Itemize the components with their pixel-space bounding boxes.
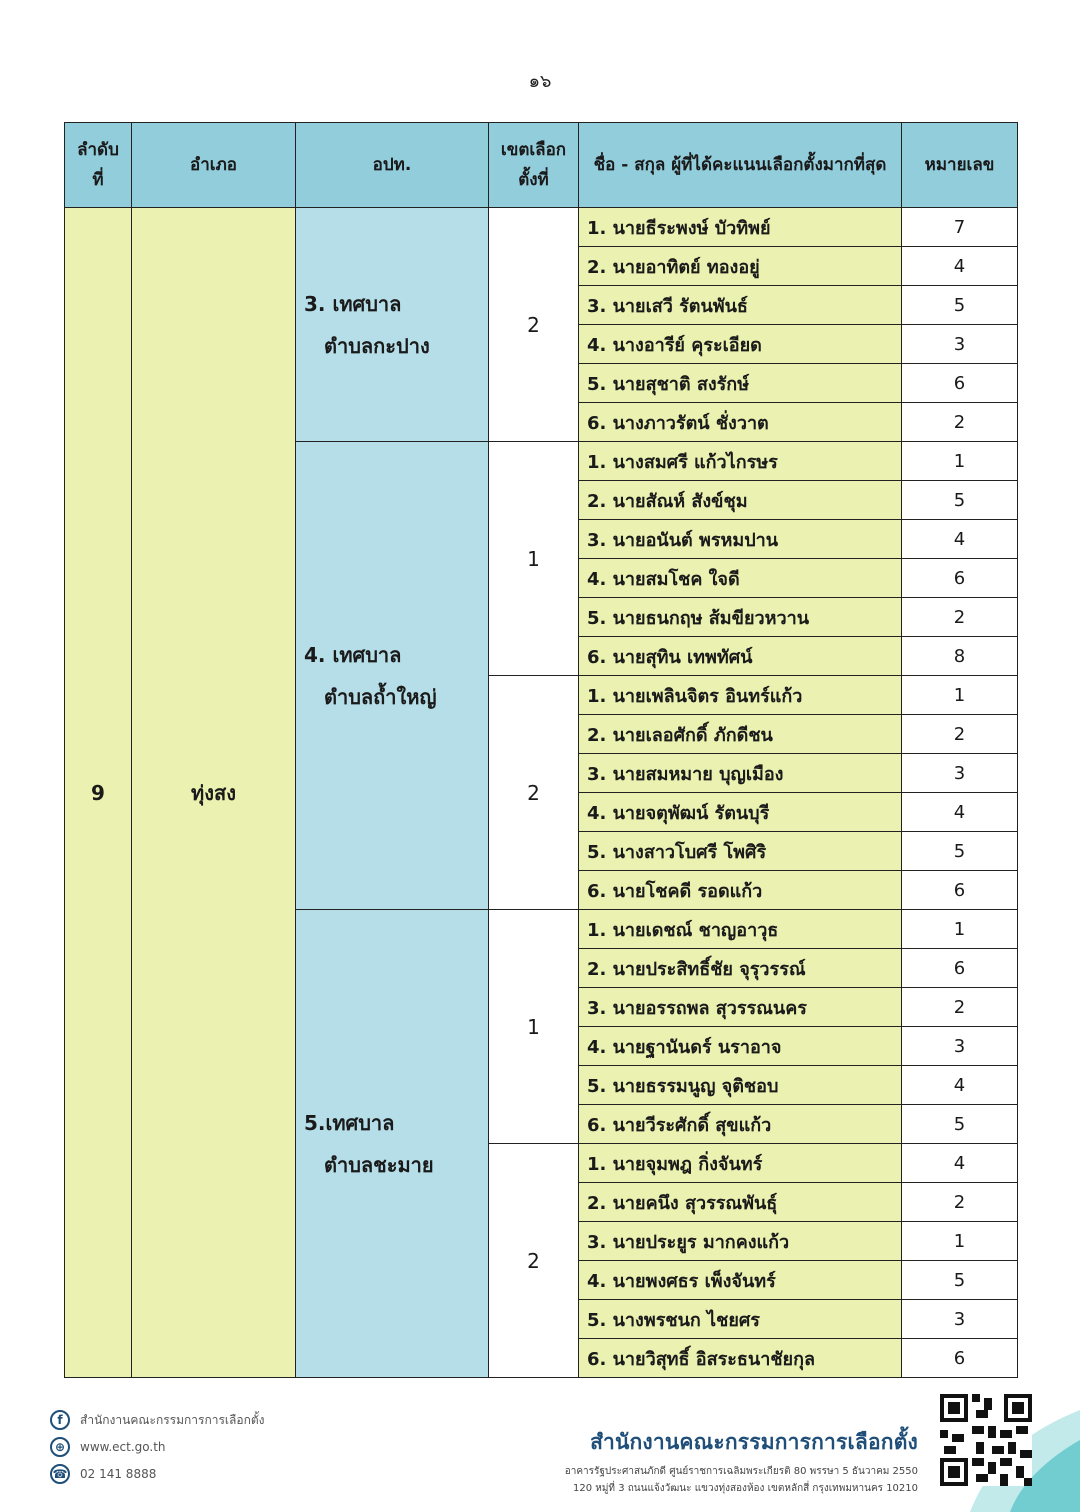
candidate-name: 5. นางพรชนก ไชยศร [579, 1300, 902, 1339]
zone-cell: 2 [489, 208, 579, 442]
candidate-name: 1. นางสมศรี แก้วไกรษร [579, 442, 902, 481]
candidate-number: 5 [902, 1261, 1018, 1300]
org-address-line2: 120 หมู่ที่ 3 ถนนแจ้งวัฒนะ แขวงทุ่งสองห้อง เขตหลักสี่ กรุงเทพมหานคร 10210 [572, 1483, 918, 1494]
header-name: ชื่อ - สกุล ผู้ที่ได้คะแนนเลือกตั้งมากที่สุด [579, 123, 902, 208]
org-line1: 3. เทศบาล [304, 291, 402, 316]
candidate-number: 1 [902, 1222, 1018, 1261]
candidate-number: 4 [902, 1066, 1018, 1105]
candidate-name: 2. นายอาทิตย์ ทองอยู่ [579, 247, 902, 286]
candidate-number: 4 [902, 1144, 1018, 1183]
candidate-number: 5 [902, 481, 1018, 520]
candidate-name: 3. นายอรรถพล สุวรรณนคร [579, 988, 902, 1027]
candidate-name: 1. นายจุมพฎ กิ่งจันทร์ [579, 1144, 902, 1183]
candidate-name: 5. นางสาวโบศรี โพศิริ [579, 832, 902, 871]
org-cell [296, 208, 489, 442]
candidate-name: 4. นายสมโชค ใจดี [579, 559, 902, 598]
qr-code[interactable] [940, 1394, 1032, 1486]
candidate-number: 4 [902, 793, 1018, 832]
contact-website[interactable] [50, 1437, 166, 1457]
website-label: www.ect.go.th [80, 1440, 166, 1454]
candidate-number: 5 [902, 286, 1018, 325]
candidate-number: 2 [902, 598, 1018, 637]
candidate-number: 6 [902, 364, 1018, 403]
candidate-name: 3. นายอนันต์ พรหมปาน [579, 520, 902, 559]
zone-cell: 1 [489, 910, 579, 1144]
candidate-number: 3 [902, 325, 1018, 364]
candidate-name: 1. นายเดชณ์ ชาญอาวุธ [579, 910, 902, 949]
candidate-name: 2. นายประสิทธิ์ชัย จุรุวรรณ์ [579, 949, 902, 988]
zone-cell: 1 [489, 442, 579, 676]
candidate-number: 4 [902, 247, 1018, 286]
candidate-name: 6. นายสุทิน เทพทัศน์ [579, 637, 902, 676]
candidate-name: 1. นายธีระพงษ์ บัวทิพย์ [579, 208, 902, 247]
org-line2: ตำบลกะปาง [324, 333, 430, 358]
candidate-number: 2 [902, 988, 1018, 1027]
header-zone: เขตเลือกตั้งที่ [489, 123, 579, 208]
candidate-name: 6. นางภาวรัตน์ ชั่งวาต [579, 403, 902, 442]
candidate-number: 6 [902, 1339, 1018, 1378]
candidate-name: 5. นายสุชาติ สงรักษ์ [579, 364, 902, 403]
header-org: อปท. [296, 123, 489, 208]
org-address-line1: อาคารรัฐประศาสนภักดี ศูนย์ราชการเฉลิมพระเกียรติ 80 พรรษา 5 ธันวาคม 2550 [564, 1466, 918, 1477]
candidate-name: 3. นายเสวี รัตนพันธ์ [579, 286, 902, 325]
candidate-name: 5. นายธนกฤษ ส้มขียวหวาน [579, 598, 902, 637]
candidate-number: 1 [902, 676, 1018, 715]
candidate-name: 4. นายพงศธร เพ็งจันทร์ [579, 1261, 902, 1300]
candidate-number: 1 [902, 910, 1018, 949]
candidate-name: 4. นายฐานันดร์ นราอาจ [579, 1027, 902, 1066]
candidate-name: 5. นายธรรมนูญ จุติชอบ [579, 1066, 902, 1105]
candidate-name: 2. นายสัณห์ สังข์ชุม [579, 481, 902, 520]
org-line1: 5.เทศบาล [304, 1110, 395, 1135]
candidate-number: 5 [902, 832, 1018, 871]
page-number: ๑๖ [528, 71, 552, 92]
header-district: อำเภอ [132, 123, 296, 208]
org-line1: 4. เทศบาล [304, 642, 402, 667]
org-block [565, 1426, 918, 1497]
globe-icon: ⊕ [50, 1437, 70, 1457]
candidate-number: 7 [902, 208, 1018, 247]
candidate-name: 3. นายประยูร มากคงแก้ว [579, 1222, 902, 1261]
header-seq: ลำดับที่ [65, 123, 132, 208]
results-table [64, 122, 1018, 1378]
candidate-name: 4. นางอารีย์ คุระเอียด [579, 325, 902, 364]
org-line2: ตำบลถ้ำใหญ่ [324, 684, 437, 709]
header-row [65, 123, 1018, 208]
org-cell [296, 442, 489, 910]
candidate-name: 2. นายคนึง สุวรรณพันธุ์ [579, 1183, 902, 1222]
header-number: หมายเลข [902, 123, 1018, 208]
candidate-number: 8 [902, 637, 1018, 676]
zone-cell: 2 [489, 1144, 579, 1378]
candidate-number: 6 [902, 559, 1018, 598]
candidate-name: 4. นายจตุพัฒน์ รัตนบุรี [579, 793, 902, 832]
page-footer [0, 1390, 1080, 1512]
candidate-name: 3. นายสมหมาย บุญเมือง [579, 754, 902, 793]
org-title: สำนักงานคณะกรรมการการเลือกตั้ง [590, 1430, 918, 1454]
candidate-number: 5 [902, 1105, 1018, 1144]
candidate-number: 2 [902, 403, 1018, 442]
facebook-label: สำนักงานคณะกรรมการการเลือกตั้ง [80, 1412, 265, 1427]
candidate-name: 6. นายโชคดี รอดแก้ว [579, 871, 902, 910]
zone-cell: 2 [489, 676, 579, 910]
candidate-number: 2 [902, 715, 1018, 754]
candidate-name: 2. นายเลอศักดิ์ ภักดีชน [579, 715, 902, 754]
candidate-name: 1. นายเพลินจิตร อินทร์แก้ว [579, 676, 902, 715]
org-cell [296, 910, 489, 1378]
candidate-number: 4 [902, 520, 1018, 559]
candidate-number: 6 [902, 949, 1018, 988]
org-line2: ตำบลชะมาย [324, 1152, 434, 1177]
contact-facebook[interactable] [50, 1410, 264, 1430]
candidate-name: 6. นายวิสุทธิ์ อิสระธนาชัยกุล [579, 1339, 902, 1378]
facebook-icon: f [50, 1410, 70, 1430]
phone-icon: ☎ [50, 1464, 70, 1484]
phone-label: 02 141 8888 [80, 1467, 157, 1481]
seq-cell: 9 [65, 208, 132, 1378]
candidate-number: 3 [902, 754, 1018, 793]
candidate-number: 3 [902, 1300, 1018, 1339]
district-cell: ทุ่งสง [132, 208, 296, 1378]
contact-phone[interactable] [50, 1464, 156, 1484]
table-row [65, 208, 1018, 247]
candidate-name: 6. นายวีระศักดิ์ สุขแก้ว [579, 1105, 902, 1144]
candidate-number: 1 [902, 442, 1018, 481]
candidate-number: 6 [902, 871, 1018, 910]
candidate-number: 3 [902, 1027, 1018, 1066]
candidate-number: 2 [902, 1183, 1018, 1222]
